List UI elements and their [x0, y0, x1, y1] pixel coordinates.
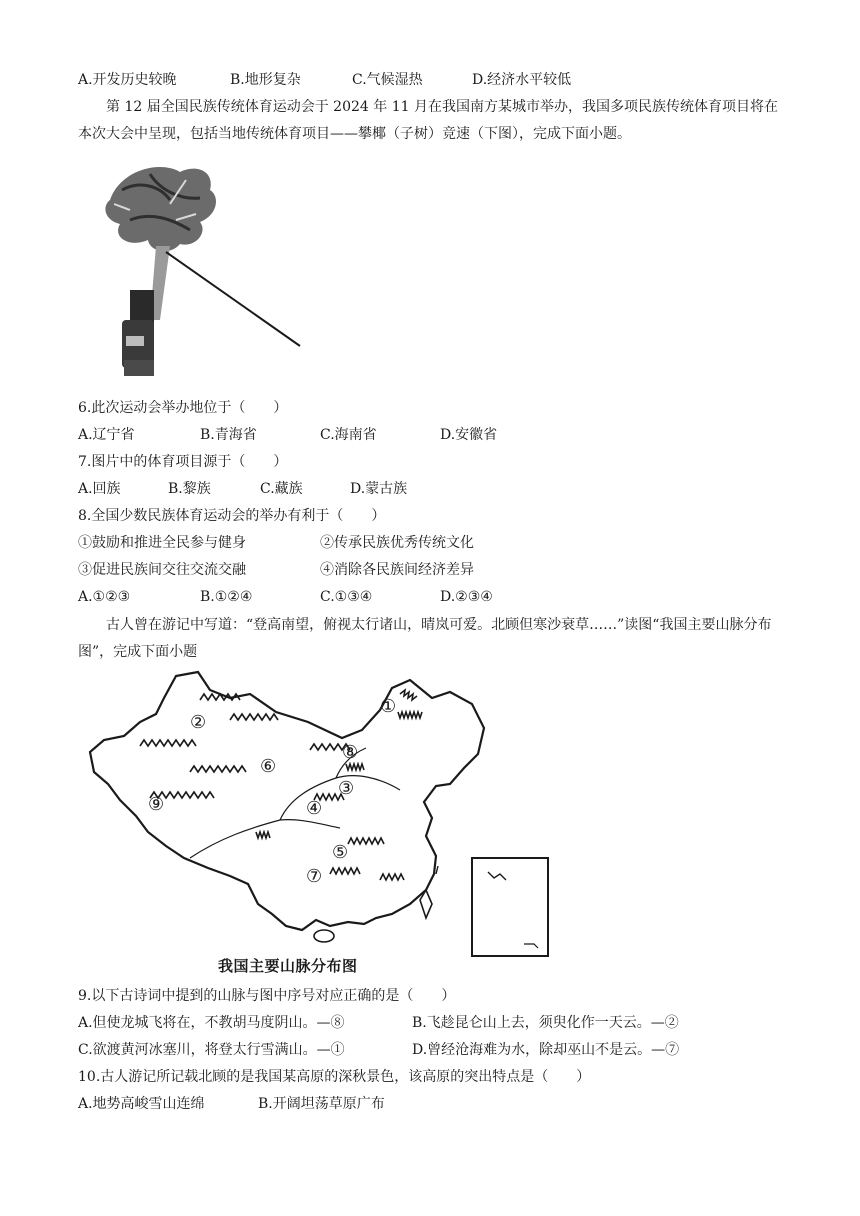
marker-9: ⑨ [148, 794, 165, 815]
q8-statement-4: ④消除各民族间经济差异 [320, 562, 474, 578]
q8-statement-2: ②传承民族优秀传统文化 [320, 535, 474, 551]
intro-paragraph-mountains: 古人曾在游记中写道：“登高南望，俯视太行诸山，晴岚可爱。北顾但寒沙衰草……”读图“我国主要山脉分布图”，完成下面小题 [78, 617, 772, 660]
marker-4: ④ [306, 798, 323, 819]
marker-8: ⑧ [342, 742, 359, 763]
q6-option-d: D.安徽省 [440, 427, 498, 443]
map-caption: 我国主要山脉分布图 [218, 957, 358, 975]
china-mountain-map [80, 668, 560, 980]
q5-option-b: B.地形复杂 [230, 72, 301, 88]
q6-option-c: C.海南省 [320, 427, 377, 443]
q9-option-c: C.欲渡黄河冰塞川，将登太行雪满山。—① [78, 1042, 345, 1058]
q9-option-a: A.但使龙城飞将在，不教胡马度阴山。—⑧ [78, 1015, 345, 1031]
intro-paragraph-sports: 第 12 届全国民族传统体育运动会于 2024 年 11 月在我国南方某城市举办，我国多项民族传统体育项目将在本次大会中呈现，包括当地传统体育项目——攀椰（子树）竞速（下图），完成下面小题。 [78, 99, 778, 142]
marker-3: ③ [338, 778, 355, 799]
q10-option-a: A.地势高峻雪山连绵 [78, 1096, 205, 1112]
q10-stem: 10.古人游记所记载北顾的是我国某高原的深秋景色，该高原的突出特点是（ ） [78, 1069, 591, 1085]
q6-option-a: A.辽宁省 [78, 427, 135, 443]
q8-statement-3: ③促进民族间交往交流交融 [78, 562, 246, 578]
q8-option-a: A.①②③ [78, 589, 131, 605]
coconut-climbing-photo [100, 160, 315, 385]
q9-option-b: B.飞趁昆仑山上去，须臾化作一天云。—② [412, 1015, 679, 1031]
q8-option-d: D.②③④ [440, 589, 493, 605]
marker-1: ① [380, 696, 397, 717]
q7-option-b: B.黎族 [168, 481, 211, 497]
q8-option-c: C.①③④ [320, 589, 373, 605]
marker-7: ⑦ [306, 866, 323, 887]
q7-stem: 7.图片中的体育项目源于（ ） [78, 454, 288, 470]
q5-option-d: D.经济水平较低 [472, 72, 572, 88]
marker-5: ⑤ [332, 842, 349, 863]
q8-option-b: B.①②④ [200, 589, 253, 605]
q6-option-b: B.青海省 [200, 427, 257, 443]
q7-option-d: D.蒙古族 [350, 481, 408, 497]
q9-option-d: D.曾经沧海难为水，除却巫山不是云。—⑦ [412, 1042, 680, 1058]
q10-option-b: B.开阔坦荡草原广布 [258, 1096, 385, 1112]
q5-option-a: A.开发历史较晚 [78, 72, 177, 88]
q7-option-c: C.藏族 [260, 481, 303, 497]
q7-option-a: A.回族 [78, 481, 121, 497]
q9-stem: 9.以下古诗词中提到的山脉与图中序号对应正确的是（ ） [78, 988, 456, 1004]
marker-6: ⑥ [260, 756, 277, 777]
q8-statement-1: ①鼓励和推进全民参与健身 [78, 535, 246, 551]
q6-stem: 6.此次运动会举办地位于（ ） [78, 400, 288, 416]
marker-2: ② [190, 712, 207, 733]
q5-option-c: C.气候湿热 [352, 72, 423, 88]
q8-stem: 8.全国少数民族体育运动会的举办有利于（ ） [78, 508, 386, 524]
